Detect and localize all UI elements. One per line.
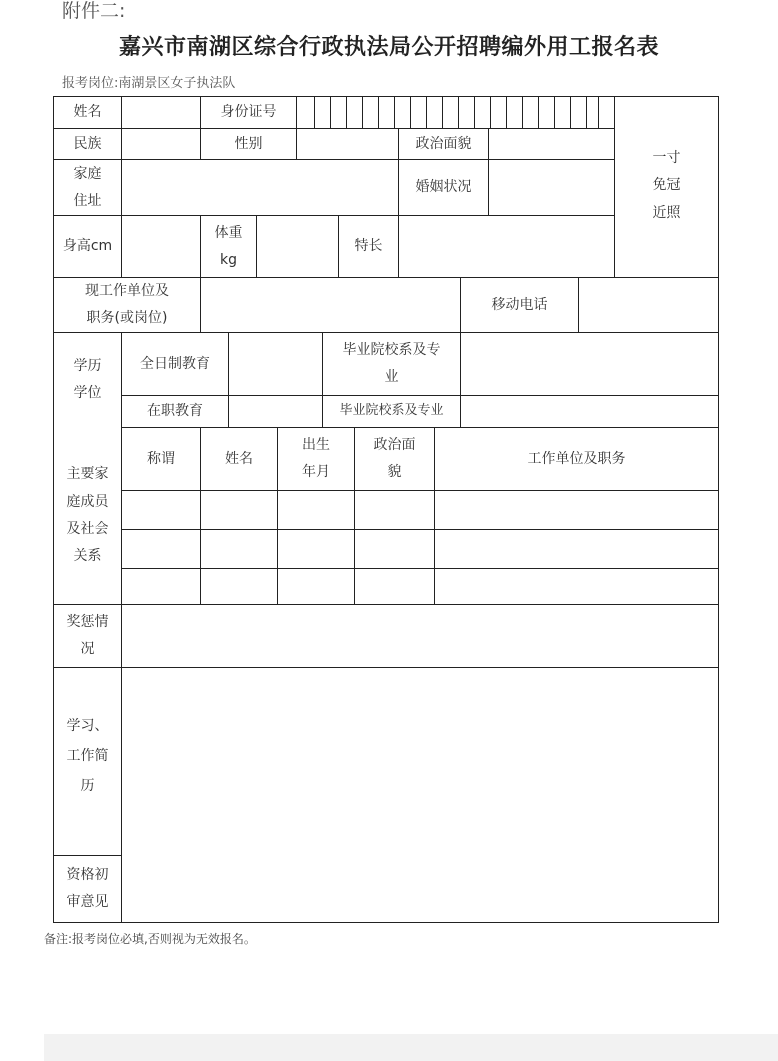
label-weight: 体重 kg [214,224,243,268]
label-in-service-education: 在职教育 [147,403,203,420]
row-line [121,568,719,569]
label-ethnicity: 民族 [73,135,102,152]
table-border-bottom [53,922,719,923]
label-gender: 性别 [234,135,263,152]
col-line [121,96,122,278]
col-header-birth: 出生 年月 [302,437,330,480]
label-mobile: 移动电话 [491,296,548,313]
col-line [488,159,489,216]
table-border-right [718,96,719,923]
label-current-work: 现工作单位及 职务(或岗位) [85,283,169,326]
row-line [53,667,719,668]
label-qualification-review: 资格初 审意见 [66,867,109,910]
id-digit-line [538,96,539,128]
label-education-degree: 学历 学位 [73,358,102,401]
registration-form-table [53,96,719,923]
id-digit-line [598,96,599,128]
id-digit-line [394,96,395,128]
attachment-label: 附件二: [62,0,126,22]
col-line [256,215,257,278]
table-border-top [53,96,719,97]
id-digit-line [554,96,555,128]
id-digit-line [474,96,475,128]
col-line [296,128,297,160]
photo-box: 一寸 免冠 近照 [652,150,681,221]
label-full-time-education: 全日制教育 [140,355,210,372]
label-rewards: 奖惩情 况 [66,614,109,657]
row-line [53,128,615,129]
label-home-address: 家庭 住址 [73,165,102,209]
id-digit-line [426,96,427,128]
label-marital-status: 婚姻状况 [415,179,472,196]
form-title: 嘉兴市南湖区综合行政执法局公开招聘编外用工报名表 [118,35,659,60]
label-height: 身高cm [62,238,113,255]
col-line [228,332,229,428]
col-line [398,215,399,278]
footer-note: 备注:报考岗位必填,否则视为无效报名。 [44,932,256,946]
col-line [200,277,201,333]
id-digit-line [378,96,379,128]
label-id-number: 身份证号 [220,104,277,121]
id-digit-line [506,96,507,128]
id-digit-line [362,96,363,128]
applied-post-line: 报考岗位:南湖景区女子执法队 [62,76,236,91]
label-resume: 学习、 工作简 历 [66,717,109,795]
id-digit-line [570,96,571,128]
id-digit-line [330,96,331,128]
id-digit-line [586,96,587,128]
id-digit-line [346,96,347,128]
row-line [121,490,719,491]
footer-bar [44,1034,778,1061]
row-line [53,159,615,160]
col-line [460,332,461,428]
id-digit-line [522,96,523,128]
col-header-political: 政治面 貌 [373,437,416,480]
id-digit-line [314,96,315,128]
label-family-relations: 主要家 庭成员 及社会 关系 [66,466,109,565]
label-school-major-2: 毕业院校系及专业 [339,403,444,419]
label-specialty: 特长 [354,238,383,255]
row-line [53,604,719,605]
label-political-status: 政治面貌 [415,135,472,152]
id-digit-line [458,96,459,128]
row-line [53,215,615,216]
col-line [488,128,489,160]
row-line [121,529,719,530]
col-header-work: 工作单位及职务 [527,450,626,467]
col-header-name: 姓名 [225,450,253,467]
label-school-major-1: 毕业院校系及专 业 [342,342,441,385]
id-digit-line [490,96,491,128]
id-digit-line [442,96,443,128]
col-header-title: 称谓 [147,450,175,467]
id-digit-line [410,96,411,128]
col-line [578,277,579,333]
id-digit-line [296,96,297,128]
label-name: 姓名 [73,104,102,121]
